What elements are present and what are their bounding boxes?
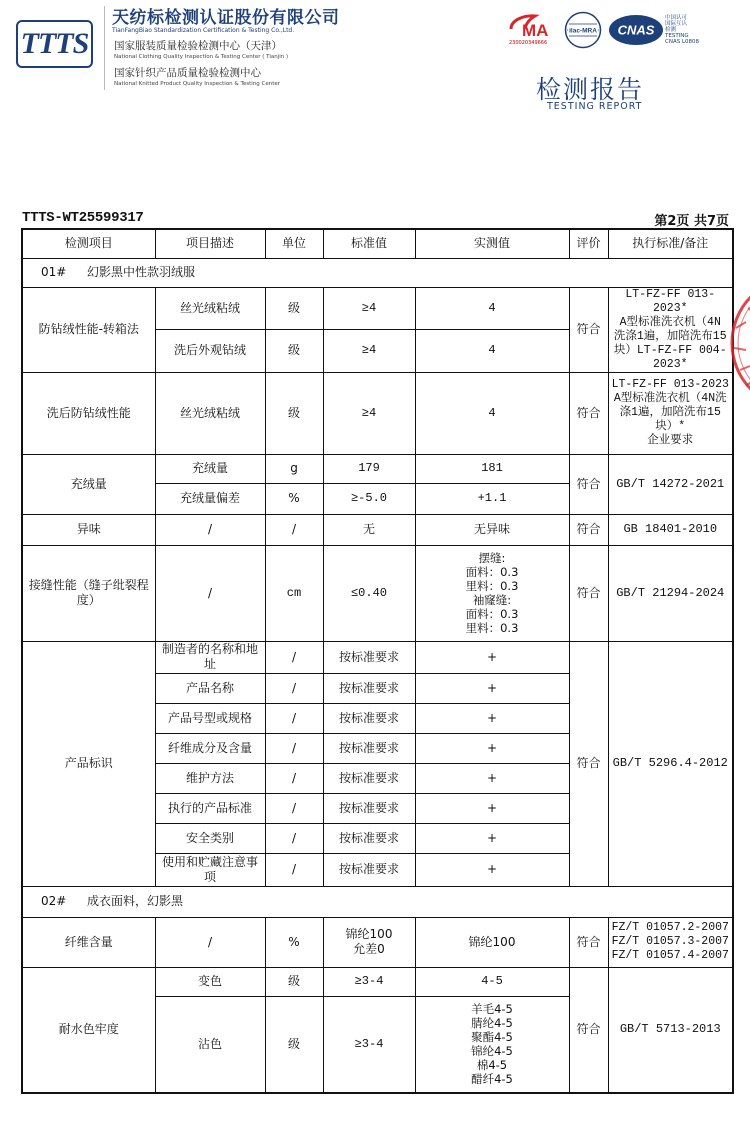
company-name-en: TianFangBiao Standardization Certification & Testing Co.,Ltd. [112, 27, 295, 34]
measured-cell: +1.1 [415, 483, 569, 514]
unit-cell: / [265, 673, 323, 703]
desc-cell: 安全类别 [155, 823, 265, 853]
company-name-cn: 天纺标检测认证股份有限公司 [112, 8, 340, 28]
eval-cell: 符合 [569, 545, 608, 641]
section-heading [22, 258, 733, 287]
std-cell: ≤0.40 [323, 545, 415, 641]
header-divider [104, 6, 105, 90]
std-cell: ≥3-4 [323, 967, 415, 996]
company-name-block [112, 3, 340, 34]
item-cell: 产品标识 [22, 641, 155, 886]
report-subtitle: TESTING REPORT [547, 101, 643, 112]
desc-cell: 产品号型或规格 [155, 703, 265, 733]
ilac-text: ilac-MRA [569, 27, 597, 35]
desc-cell: / [155, 514, 265, 545]
header-cell: 评价 [569, 229, 608, 258]
std-cell: 按标准要求 [323, 823, 415, 853]
measured-cell: + [415, 763, 569, 793]
unit-cell: 级 [265, 967, 323, 996]
std-cell: 179 [323, 454, 415, 483]
measured-cell: + [415, 703, 569, 733]
desc-cell: 纤维成分及含量 [155, 733, 265, 763]
section-name: 成衣面料，幻影黑 [87, 894, 184, 908]
note-cell: LT-FZ-FF 013-2023* A型标准洗衣机（4N 洗涤1遍，加陪洗布15 块）LT-FZ-FF 004- 2023* [608, 287, 733, 372]
std-cell: 按标准要求 [323, 733, 415, 763]
center1-cn: 国家服装质量检验检测中心（天津） [114, 40, 282, 52]
unit-cell: g [265, 454, 323, 483]
std-cell: 按标准要求 [323, 641, 415, 673]
desc-cell: 使用和贮藏注意事项 [155, 853, 265, 886]
desc-cell: / [155, 545, 265, 641]
center1-en: National Clothing Quality Inspection & Testing Center ( Tianjin ) [114, 54, 289, 60]
std-cell: ≥3-4 [323, 996, 415, 1093]
center2-en: National Knitted Product Quality Inspection & Testing Center [114, 81, 281, 87]
measured-cell: + [415, 641, 569, 673]
std-cell: ≥4 [323, 372, 415, 454]
unit-cell: / [265, 514, 323, 545]
unit-cell: cm [265, 545, 323, 641]
table-row [22, 545, 733, 641]
unit-cell: 级 [265, 996, 323, 1093]
unit-cell: / [265, 763, 323, 793]
item-cell: 纤维含量 [22, 917, 155, 967]
table-row [22, 514, 733, 545]
note-cell: GB 18401-2010 [608, 514, 733, 545]
note-cell: GB/T 14272-2021 [608, 454, 733, 514]
desc-cell: 执行的产品标准 [155, 793, 265, 823]
company-logo: TTTS [16, 20, 93, 68]
unit-cell: 级 [265, 330, 323, 373]
eval-cell: 符合 [569, 454, 608, 514]
eval-cell: 符合 [569, 287, 608, 372]
table-row [22, 372, 733, 454]
unit-cell: / [265, 823, 323, 853]
eval-cell: 符合 [569, 967, 608, 1093]
accreditation-marks [508, 11, 708, 51]
note-cell: GB/T 21294-2024 [608, 545, 733, 641]
item-cell: 接缝性能（缝子纰裂程度） [22, 545, 155, 641]
ilac-mra-mark-icon [564, 11, 602, 49]
std-cell: 按标准要求 [323, 793, 415, 823]
desc-cell: 充绒量 [155, 454, 265, 483]
item-cell: 充绒量 [22, 454, 155, 514]
table-row [22, 917, 733, 967]
unit-cell: / [265, 733, 323, 763]
std-cell: ≥4 [323, 287, 415, 330]
center2-cn: 国家针织产品质量检验检测中心 [114, 67, 261, 79]
measured-cell: 4 [415, 330, 569, 373]
ma-text: MA [522, 21, 549, 40]
unit-cell: 级 [265, 372, 323, 454]
desc-cell: 维护方法 [155, 763, 265, 793]
section-number: 01# [41, 265, 67, 279]
note-cell: FZ/T 01057.2-2007 FZ/T 01057.3-2007 FZ/T 01057.4-2007 [608, 917, 733, 967]
cma-number: 230020349666 [509, 40, 548, 46]
measured-cell: + [415, 853, 569, 886]
header-cell: 执行标准/备注 [608, 229, 733, 258]
measured-cell: 181 [415, 454, 569, 483]
table-row [22, 287, 733, 330]
std-cell: 按标准要求 [323, 673, 415, 703]
desc-cell: 充绒量偏差 [155, 483, 265, 514]
test-results-table [21, 228, 734, 1094]
table-row [22, 967, 733, 996]
measured-cell: 4 [415, 372, 569, 454]
eval-cell: 符合 [569, 514, 608, 545]
measured-cell: + [415, 733, 569, 763]
cnas-small-text: 中国认可 国际互认 检测 TESTING CNAS L0808 [665, 15, 700, 45]
note-cell: LT-FZ-FF 013-2023 A型标准洗衣机（4N洗 涤1遍，加陪洗布15 块）* 企业要求 [608, 372, 733, 454]
std-cell: 按标准要求 [323, 703, 415, 733]
measured-cell: 锦纶100 [415, 917, 569, 967]
section-heading [22, 886, 733, 917]
item-cell: 洗后防钻绒性能 [22, 372, 155, 454]
header-cell: 项目描述 [155, 229, 265, 258]
std-cell: 按标准要求 [323, 853, 415, 886]
note-cell: GB/T 5713-2013 [608, 967, 733, 1093]
item-cell: 防钻绒性能-转箱法 [22, 287, 155, 372]
std-cell: 锦纶100 允差0 [323, 917, 415, 967]
official-seal-stamp [728, 268, 750, 418]
eval-cell: 符合 [569, 372, 608, 454]
section-row [22, 886, 733, 917]
note-cell: GB/T 5296.4-2012 [608, 641, 733, 886]
item-cell: 耐水色牢度 [22, 967, 155, 1093]
unit-cell: 级 [265, 287, 323, 330]
std-cell: 无 [323, 514, 415, 545]
desc-cell: 沾色 [155, 996, 265, 1093]
measured-cell: 摆缝: 面料：0.3 里料：0.3 袖窿缝: 面料：0.3 里料：0.3 [415, 545, 569, 641]
report-title: 检测报告 [536, 75, 645, 104]
header-cell: 实测值 [415, 229, 569, 258]
section-name: 幻影黑中性款羽绒服 [87, 265, 196, 279]
header-cell: 单位 [265, 229, 323, 258]
measured-cell: 无异味 [415, 514, 569, 545]
header-cell: 检测项目 [22, 229, 155, 258]
eval-cell: 符合 [569, 641, 608, 886]
unit-cell: / [265, 703, 323, 733]
report-number: TTTS-WT25599317 [22, 210, 144, 226]
desc-cell: 产品名称 [155, 673, 265, 703]
measured-cell: + [415, 673, 569, 703]
std-cell: 按标准要求 [323, 763, 415, 793]
cnas-mark-icon [608, 13, 664, 47]
desc-cell: / [155, 917, 265, 967]
table-header-row [22, 229, 733, 258]
unit-cell: % [265, 483, 323, 514]
cnas-text: CNAS [617, 22, 655, 38]
table-row [22, 641, 733, 673]
desc-cell: 洗后外观钻绒 [155, 330, 265, 373]
unit-cell: / [265, 793, 323, 823]
measured-cell: 羊毛4-5 腈纶4-5 聚酯4-5 锦纶4-5 棉4-5 醋纤4-5 [415, 996, 569, 1093]
measured-cell: 4-5 [415, 967, 569, 996]
measured-cell: + [415, 793, 569, 823]
table-row [22, 454, 733, 483]
desc-cell: 变色 [155, 967, 265, 996]
std-cell: ≥4 [323, 330, 415, 373]
unit-cell: / [265, 853, 323, 886]
section-row [22, 258, 733, 287]
unit-cell: / [265, 641, 323, 673]
eval-cell: 符合 [569, 917, 608, 967]
desc-cell: 制造者的名称和地址 [155, 641, 265, 673]
unit-cell: % [265, 917, 323, 967]
header-cell: 标准值 [323, 229, 415, 258]
desc-cell: 丝光绒粘绒 [155, 287, 265, 330]
section-number: 02# [41, 894, 67, 908]
item-cell: 异味 [22, 514, 155, 545]
measured-cell: 4 [415, 287, 569, 330]
desc-cell: 丝光绒粘绒 [155, 372, 265, 454]
std-cell: ≥-5.0 [323, 483, 415, 514]
page-indicator: 第2页 共7页 [654, 214, 729, 229]
measured-cell: + [415, 823, 569, 853]
